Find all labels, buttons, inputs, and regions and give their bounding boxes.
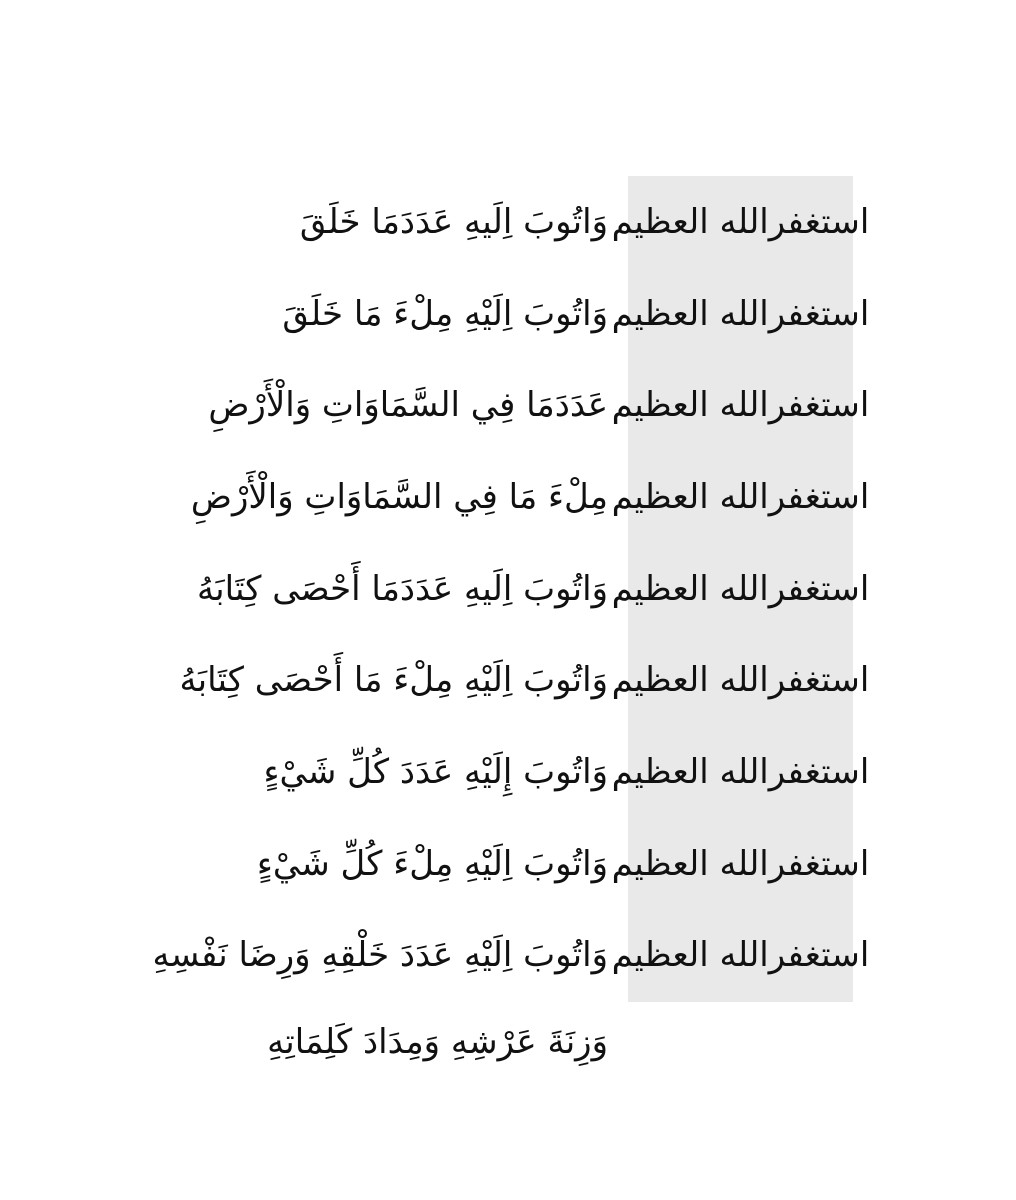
istighfar-phrase: استغفرالله العظيم [611, 843, 870, 884]
dhikr-row-4 [0, 451, 1016, 543]
istighfar-phrase: استغفرالله العظيم [611, 385, 870, 426]
istighfar-phrase: استغفرالله العظيم [611, 293, 870, 334]
istighfar-phrase: استغفرالله العظيم [611, 935, 870, 976]
dhikr-text: وَاتُوبَ اِلَيْهِ مِلْءَ كُلِّ شَيْءٍ [256, 843, 608, 884]
istighfar-phrase: استغفرالله العظيم [611, 476, 870, 517]
dhikr-row-3 [0, 359, 1016, 451]
istighfar-phrase: استغفرالله العظيم [611, 201, 870, 242]
dhikr-text: مِلْءَ مَا فِي السَّمَاوَاتِ وَالْأَرْضِ [190, 476, 608, 517]
dhikr-text: عَدَدَمَا فِي السَّمَاوَاتِ وَالْأَرْضِ [208, 385, 608, 426]
istighfar-phrase: استغفرالله العظيم [611, 751, 870, 792]
dhikr-row-9 [0, 910, 1016, 1002]
dhikr-text: وَاتُوبَ اِلَيهِ عَدَدَمَا خَلَقَ [299, 201, 608, 242]
dhikr-text: وَاتُوبَ اِلَيْهِ مِلْءَ مَا خَلَقَ [282, 293, 608, 334]
dhikr-row-2 [0, 268, 1016, 360]
dhikr-rows [0, 176, 1016, 1001]
dhikr-row-7 [0, 726, 1016, 818]
istighfar-phrase: استغفرالله العظيم [611, 660, 870, 701]
dhikr-row-1 [0, 176, 1016, 268]
dhikr-text: وَاتُوبَ اِلَيْهِ مِلْءَ مَا أَحْصَى كِتَابَهُ [179, 660, 608, 701]
dhikr-text: وَاتُوبَ اِلَيْهِ عَدَدَ خَلْقِهِ وَرِضَا نَفْسِهِ [152, 935, 608, 976]
dhikr-row-8 [0, 818, 1016, 910]
istighfar-phrase: استغفرالله العظيم [611, 568, 870, 609]
dhikr-row-6 [0, 634, 1016, 726]
dhikr-row-5 [0, 543, 1016, 635]
dhikr-text: وَاتُوبَ اِلَيهِ عَدَدَمَا أَحْصَى كِتَابَهُ [196, 568, 608, 609]
dhikr-continuation: وَزِنَةَ عَرْشِهِ وَمِدَادَ كَلِمَاتِهِ [267, 1022, 608, 1062]
dhikr-text: وَاتُوبَ إِلَيْهِ عَدَدَ كُلِّ شَيْءٍ [263, 751, 608, 792]
